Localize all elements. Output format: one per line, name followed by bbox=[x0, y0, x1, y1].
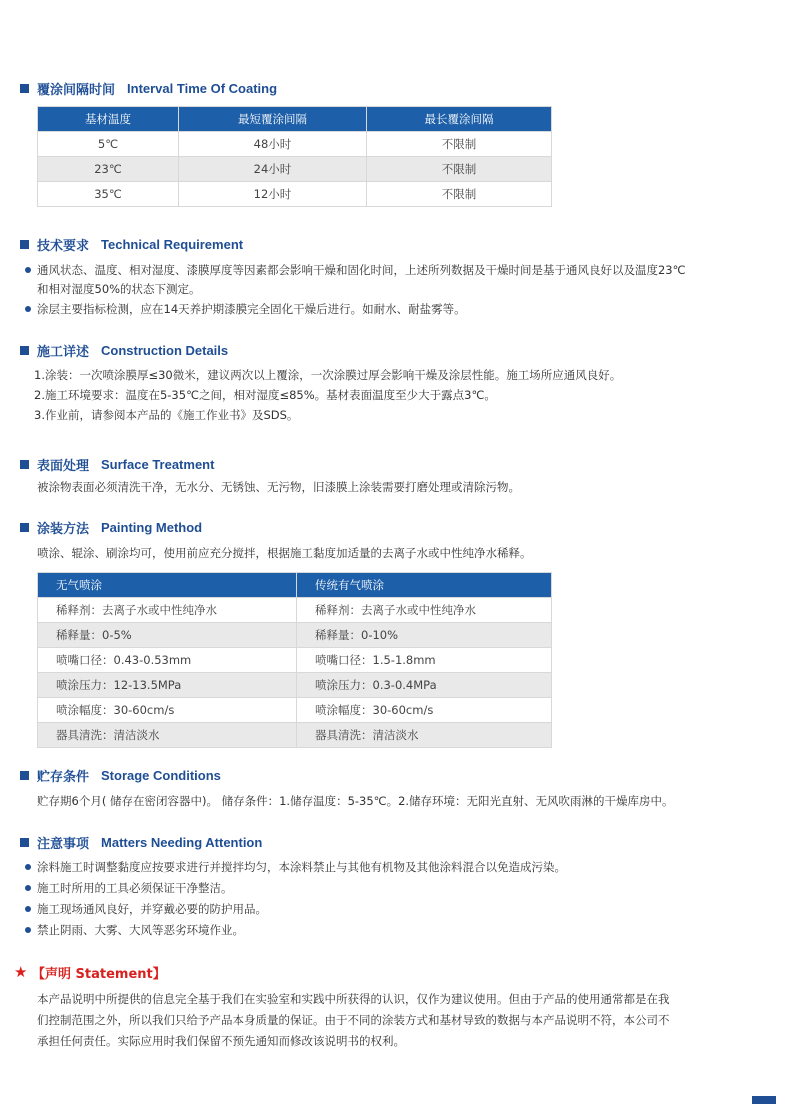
tech-line: 和相对湿度50%的状态下测定。 bbox=[37, 282, 201, 296]
table-cell: 喷涂压力：12-13.5MPa bbox=[38, 673, 297, 698]
construction-line: 1.涂装：一次喷涂膜厚≤30微米，建议两次以上覆涂，一次涂膜过厚会影响干燥及涂层性能。施工场所应通风良好。 bbox=[34, 368, 622, 382]
section-title-zh: 表面处理 bbox=[37, 458, 90, 474]
table-header-row bbox=[38, 573, 552, 598]
interval-table bbox=[37, 106, 552, 207]
table-cell: 稀释量：0-10% bbox=[297, 623, 552, 648]
painting-table bbox=[37, 572, 552, 748]
square-bullet-icon bbox=[20, 84, 29, 93]
table-row bbox=[38, 698, 552, 723]
table-cell: 稀释剂：去离子水或中性纯净水 bbox=[38, 598, 297, 623]
table-header: 最长覆涂间隔 bbox=[367, 107, 552, 132]
section-title-zh: 覆涂间隔时间 bbox=[37, 82, 116, 98]
table-row bbox=[38, 723, 552, 748]
painting-text: 喷涂、辊涂、刷涂均可，使用前应充分搅拌，根据施工黏度加适量的去离子水或中性纯净水稀释。 bbox=[37, 546, 532, 560]
surface-text: 被涂物表面必须清洗干净，无水分、无锈蚀、无污物，旧漆膜上涂装需要打磨处理或清除污物。 bbox=[37, 480, 520, 494]
table-cell: 不限制 bbox=[367, 182, 552, 207]
table-cell: 喷嘴口径：1.5-1.8mm bbox=[297, 648, 552, 673]
table-cell: 稀释量：0-5% bbox=[38, 623, 297, 648]
tech-line: 通风状态、温度、相对湿度、漆膜厚度等因素都会影响干燥和固化时间，上述所列数据及干燥时间是基于通风良好以及温度23℃ bbox=[37, 263, 686, 277]
table-cell: 5℃ bbox=[38, 132, 179, 157]
section-title-zh: 注意事项 bbox=[37, 836, 90, 852]
table-cell: 48小时 bbox=[179, 132, 367, 157]
table-cell: 不限制 bbox=[367, 132, 552, 157]
table-row bbox=[38, 157, 552, 182]
attention-item: 禁止阴雨、大雾、大风等恶劣环境作业。 bbox=[37, 923, 244, 937]
dot-bullet-icon bbox=[25, 306, 31, 312]
table-cell: 喷嘴口径：0.43-0.53mm bbox=[38, 648, 297, 673]
dot-bullet-icon bbox=[25, 927, 31, 933]
dot-bullet-icon bbox=[25, 906, 31, 912]
table-row bbox=[38, 598, 552, 623]
table-row bbox=[38, 648, 552, 673]
table-header: 基材温度 bbox=[38, 107, 179, 132]
section-painting-heading bbox=[20, 518, 202, 536]
square-bullet-icon bbox=[20, 240, 29, 249]
table-cell: 器具清洗：清洁淡水 bbox=[38, 723, 297, 748]
tech-line: 涂层主要指标检测，应在14天养护期漆膜完全固化干燥后进行。如耐水、耐盐雾等。 bbox=[37, 302, 466, 316]
section-title-en: Technical Requirement bbox=[101, 236, 244, 252]
star-icon: ★ bbox=[14, 963, 28, 981]
section-surface-heading bbox=[20, 455, 214, 473]
construction-line: 2.施工环境要求：温度在5-35℃之间，相对湿度≤85%。基材表面温度至少大于露点3℃。 bbox=[34, 388, 496, 402]
table-header: 最短覆涂间隔 bbox=[179, 107, 367, 132]
section-title-en: Painting Method bbox=[101, 519, 203, 535]
table-row bbox=[38, 182, 552, 207]
table-cell: 23℃ bbox=[38, 157, 179, 182]
section-construction-heading bbox=[20, 341, 228, 359]
table-cell: 35℃ bbox=[38, 182, 179, 207]
attention-item: 施工现场通风良好，并穿戴必要的防护用品。 bbox=[37, 902, 267, 916]
statement-line: 本产品说明中所提供的信息完全基于我们在实验室和实践中所获得的认识，仅作为建议使用。但由于产品的使用通常都是在我 bbox=[37, 992, 670, 1006]
table-header-row bbox=[38, 107, 552, 132]
table-cell: 不限制 bbox=[367, 157, 552, 182]
table-cell: 稀释剂：去离子水或中性纯净水 bbox=[297, 598, 552, 623]
dot-bullet-icon bbox=[25, 267, 31, 273]
table-cell: 喷涂幅度：30-60cm/s bbox=[297, 698, 552, 723]
dot-bullet-icon bbox=[25, 885, 31, 891]
table-cell: 喷涂幅度：30-60cm/s bbox=[38, 698, 297, 723]
square-bullet-icon bbox=[20, 771, 29, 780]
section-title-zh: 贮存条件 bbox=[37, 769, 90, 785]
table-row bbox=[38, 623, 552, 648]
statement-title: 【声明 Statement】 bbox=[32, 967, 166, 982]
table-header: 无气喷涂 bbox=[38, 573, 297, 598]
section-attention-heading bbox=[20, 833, 262, 851]
statement-line: 们控制范围之外，所以我们只给予产品本身质量的保证。由于不同的涂装方式和基材导致的数据与本产品说明不符，本公司不 bbox=[37, 1013, 670, 1027]
section-title-en: Surface Treatment bbox=[101, 456, 215, 472]
table-cell: 器具清洗：清洁淡水 bbox=[297, 723, 552, 748]
square-bullet-icon bbox=[20, 346, 29, 355]
attention-item: 涂料施工时调整黏度应按要求进行并搅拌均匀，本涂料禁止与其他有机物及其他涂料混合以免造成污染。 bbox=[37, 860, 566, 874]
table-cell: 12小时 bbox=[179, 182, 367, 207]
square-bullet-icon bbox=[20, 523, 29, 532]
table-row bbox=[38, 132, 552, 157]
section-tech-heading bbox=[20, 235, 243, 253]
section-title-en: Matters Needing Attention bbox=[101, 834, 263, 850]
square-bullet-icon bbox=[20, 838, 29, 847]
statement-line: 承担任何责任。实际应用时我们保留不预先通知而修改该说明书的权利。 bbox=[37, 1034, 405, 1048]
section-title-zh: 技术要求 bbox=[37, 238, 90, 254]
construction-line: 3.作业前，请参阅本产品的《施工作业书》及SDS。 bbox=[34, 408, 299, 422]
square-bullet-icon bbox=[20, 460, 29, 469]
attention-item: 施工时所用的工具必须保证干净整洁。 bbox=[37, 881, 233, 895]
section-title-en: Interval Time Of Coating bbox=[127, 80, 278, 96]
section-interval-heading bbox=[20, 79, 277, 97]
section-title-en: Construction Details bbox=[101, 342, 229, 358]
section-title-en: Storage Conditions bbox=[101, 767, 221, 783]
table-cell: 喷涂压力：0.3-0.4MPa bbox=[297, 673, 552, 698]
section-title-zh: 施工详述 bbox=[37, 344, 90, 360]
table-header: 传统有气喷涂 bbox=[297, 573, 552, 598]
section-storage-heading bbox=[20, 766, 221, 784]
table-row bbox=[38, 673, 552, 698]
dot-bullet-icon bbox=[25, 864, 31, 870]
corner-decoration bbox=[752, 1096, 776, 1104]
table-cell: 24小时 bbox=[179, 157, 367, 182]
storage-text: 贮存期6个月( 储存在密闭容器中)。 储存条件：1.储存温度：5-35℃。2.储存环境：无阳光直射、无风吹雨淋的干燥库房中。 bbox=[37, 794, 674, 808]
section-title-zh: 涂装方法 bbox=[37, 521, 90, 537]
